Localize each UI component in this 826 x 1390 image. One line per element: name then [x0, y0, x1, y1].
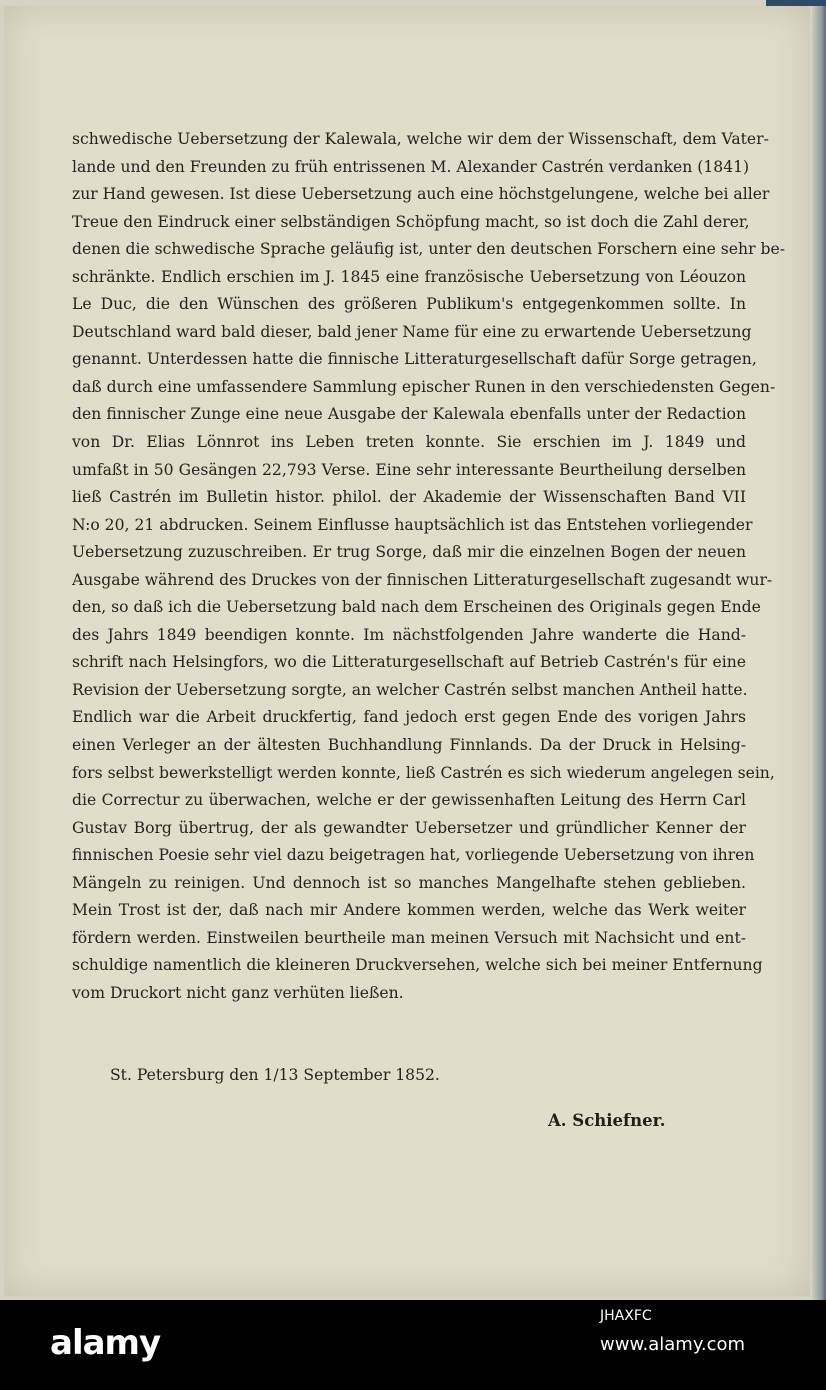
text-line: fördern werden. Einstweilen beurtheile man meinen Versuch mit Nachsicht und ent-: [72, 928, 746, 947]
text-line: Uebersetzung zuzuschreiben. Er trug Sorge, daß mir die einzelnen Bogen der neuen: [72, 543, 746, 562]
text-line: Gustav Borg übertrug, der als gewandter Uebersetzer und gründlicher Kenner der: [72, 818, 746, 837]
text-line: Le Duc, die den Wünschen des größeren Publikum's entgegenkommen sollte. In: [72, 295, 746, 314]
text-line: fors selbst bewerkstelligt werden konnte, ließ Castrén es sich wiederum angelegen sein,: [72, 763, 775, 782]
book-edge: [812, 0, 826, 1300]
text-line: Mein Trost ist der, daß nach mir Andere kommen werden, welche das Werk weiter: [72, 901, 746, 920]
text-line: von Dr. Elias Lönnrot ins Leben treten konnte. Sie erschien im J. 1849 und: [72, 433, 746, 452]
text-line: Endlich war die Arbeit druckfertig, fand jedoch erst gegen Ende des vorigen Jahrs: [72, 708, 746, 727]
text-line: daß durch eine umfassendere Sammlung epischer Runen in den verschiedensten Gegen-: [72, 377, 776, 396]
text-line: zur Hand gewesen. Ist diese Uebersetzung auch eine höchstgelungene, welche bei aller: [72, 185, 770, 204]
image-id: JHAXFC: [600, 1308, 652, 1324]
text-line: schwedische Uebersetzung der Kalewala, welche wir dem der Wissenschaft, dem Vater-: [72, 130, 769, 148]
cover-edge: [766, 0, 826, 6]
text-line: denen die schwedische Sprache geläufig ist, unter den deutschen Forschern eine sehr be-: [72, 240, 785, 259]
text-line: einen Verleger an der ältesten Buchhandlung Finnlands. Da der Druck in Helsing-: [72, 736, 746, 755]
text-line: umfaßt in 50 Gesängen 22,793 Verse. Eine sehr interessante Beurtheilung derselben: [72, 460, 746, 479]
text-line: den, so daß ich die Uebersetzung bald nach dem Erscheinen des Originals gegen Ende: [72, 598, 761, 617]
dateline: St. Petersburg den 1/13 September 1852.: [110, 1066, 440, 1084]
text-line: finnischen Poesie sehr viel dazu beigetragen hat, vorliegende Uebersetzung von ihren: [72, 846, 755, 865]
text-line: die Correctur zu überwachen, welche er der gewissenhaften Leitung des Herrn Carl: [72, 791, 746, 810]
text-line: Revision der Uebersetzung sorgte, an welcher Castrén selbst manchen Antheil hatte.: [72, 680, 748, 699]
text-line: Ausgabe während des Druckes von der finnischen Litteraturgesellschaft zugesandt wur-: [72, 570, 773, 589]
text-line: ließ Castrén im Bulletin histor. philol. der Akademie der Wissenschaften Band VII: [72, 488, 746, 507]
text-line: Treue den Eindruck einer selbständigen Schöpfung macht, so ist doch die Zahl derer,: [72, 212, 750, 231]
alamy-logo: alamy: [50, 1323, 161, 1363]
body-text: [72, 126, 785, 1008]
signature: A. Schiefner.: [548, 1111, 666, 1130]
text-line: schränkte. Endlich erschien im J. 1845 eine französische Uebersetzung von Léouzon: [72, 267, 746, 286]
text-line: schuldige namentlich die kleineren Druckversehen, welche sich bei meiner Entfernung: [72, 956, 763, 975]
text-line: schrift nach Helsingfors, wo die Litteraturgesellschaft auf Betrieb Castrén's für eine: [72, 653, 746, 672]
text-line: N:o 20, 21 abdrucken. Seinem Einflusse hauptsächlich ist das Entstehen vorliegender: [72, 515, 753, 534]
text-line: genannt. Unterdessen hatte die finnische Litteraturgesellschaft dafür Sorge getragen,: [72, 350, 757, 369]
text-line: Mängeln zu reinigen. Und dennoch ist so manches Mangelhafte stehen geblieben.: [72, 873, 746, 892]
text-line: den finnischer Zunge eine neue Ausgabe der Kalewala ebenfalls unter der Redaction: [72, 405, 746, 424]
stock-footer-bar: [0, 1300, 826, 1390]
text-line: des Jahrs 1849 beendigen konnte. Im nächstfolgenden Jahre wanderte die Hand-: [72, 625, 746, 644]
footer-url: www.alamy.com: [600, 1334, 746, 1355]
text-line: lande und den Freunden zu früh entrissenen M. Alexander Castrén verdanken (1841): [72, 157, 750, 176]
text-line: vom Druckort nicht ganz verhüten ließen.: [72, 983, 404, 1002]
text-line: Deutschland ward bald dieser, bald jener Name für eine zu erwartende Uebersetzung: [72, 322, 752, 341]
